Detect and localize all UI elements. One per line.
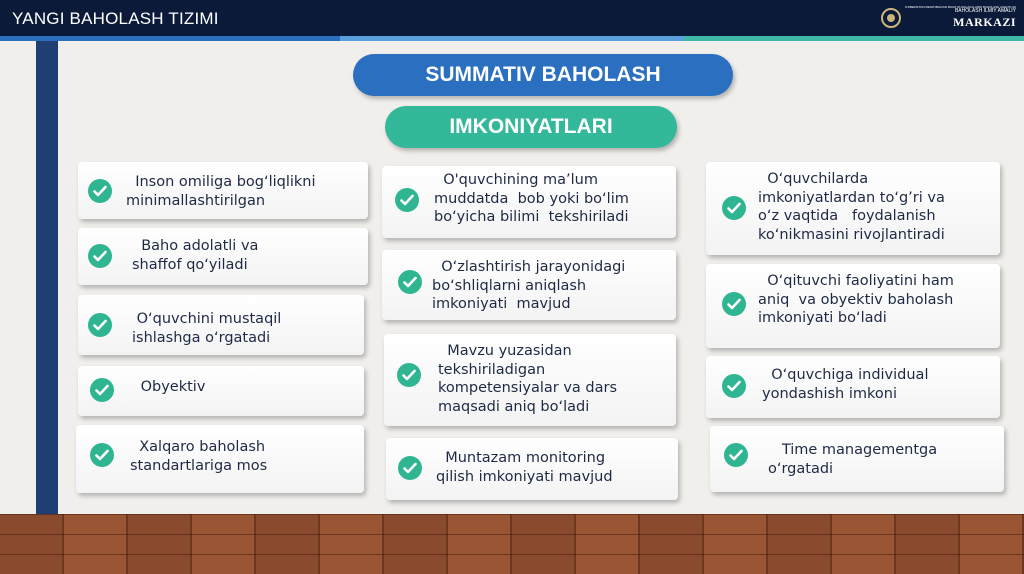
logo-text	[905, 6, 1016, 30]
emblem-icon	[881, 8, 901, 28]
card-1	[78, 162, 368, 219]
card-text: Obyektiv	[136, 379, 206, 395]
card-13	[710, 426, 1004, 492]
check-circle-icon	[398, 456, 422, 480]
logo-subtitle-2: BAHOLASH ILMIY AMALIY	[954, 8, 1016, 14]
card-5	[76, 425, 364, 493]
card-text: O‘zlashtirish jarayonidagi bo‘shliqlarni aniqlash imkoniyati mavjud	[432, 259, 626, 312]
card-text: Mavzu yuzasidan tekshiriladigan kompetensiyalar va dars maqsadi aniq bo‘ladi	[438, 343, 618, 415]
card-4	[78, 366, 364, 416]
card-3	[78, 295, 364, 355]
card-text: Xalqaro baholash standartlariga mos	[130, 439, 268, 474]
check-circle-icon	[88, 313, 112, 337]
card-text: O‘qituvchi faoliyatini ham aniq va obyektiv baholash imkoniyati bo‘ladi	[758, 273, 954, 326]
card-7	[382, 250, 676, 320]
card-2	[78, 228, 368, 285]
check-circle-icon	[722, 196, 746, 220]
card-6	[382, 166, 676, 238]
card-text: O‘quvchilarda imkoniyatlardan to‘g’ri va o‘z vaqtida foydalanish ko‘nikmasini rivojlantiradi	[758, 171, 945, 243]
logo-main-text: MARKAZI	[953, 15, 1016, 29]
card-12	[706, 356, 1000, 418]
card-text: Muntazam monitoring qilish imkoniyati mavjud	[436, 450, 613, 485]
check-circle-icon	[724, 443, 748, 467]
check-circle-icon	[397, 363, 421, 387]
card-11	[706, 264, 1000, 348]
heading-imkoniyatlari: IMKONIYATLARI	[385, 106, 677, 148]
check-circle-icon	[90, 443, 114, 467]
header-title: YANGI BAHOLASH TIZIMI	[12, 9, 219, 28]
stripe-lightblue	[340, 36, 684, 41]
agency-logo	[881, 6, 1016, 30]
check-circle-icon	[90, 378, 114, 402]
card-text: Time managementga o‘rgatadi	[768, 442, 938, 477]
card-8	[384, 334, 676, 426]
card-text: O‘quvchiga individual yondashish imkoni	[762, 367, 929, 402]
check-circle-icon	[722, 374, 746, 398]
card-text: O'quvchining ma’lum muddatda bob yoki bo‘lim bo‘yicha bilimi tekshiriladi	[434, 172, 629, 225]
check-circle-icon	[88, 179, 112, 203]
sidebar-accent	[36, 41, 58, 514]
card-text: O‘quvchini mustaqil ishlashga o‘rgatadi	[132, 311, 282, 346]
stripe-teal	[684, 36, 1024, 41]
card-text: Inson omiliga bog‘liqlikni minimallashtirilgan	[126, 174, 316, 209]
card-9	[386, 438, 678, 500]
card-10	[706, 162, 1000, 255]
wooden-floor	[0, 514, 1024, 574]
card-text: Baho adolatli va shaffof qo‘yiladi	[132, 238, 259, 273]
header-bar	[0, 0, 1024, 36]
heading-summativ: SUMMATIV BAHOLASH	[353, 54, 733, 96]
check-circle-icon	[395, 188, 419, 212]
logo-subtitle: O'ZBEKISTON RESPUBLIKASI BILIM VA MALAKALARNI BAHOLASH AGENTLIGI	[904, 5, 1016, 9]
check-circle-icon	[88, 244, 112, 268]
check-circle-icon	[398, 270, 422, 294]
check-circle-icon	[722, 292, 746, 316]
